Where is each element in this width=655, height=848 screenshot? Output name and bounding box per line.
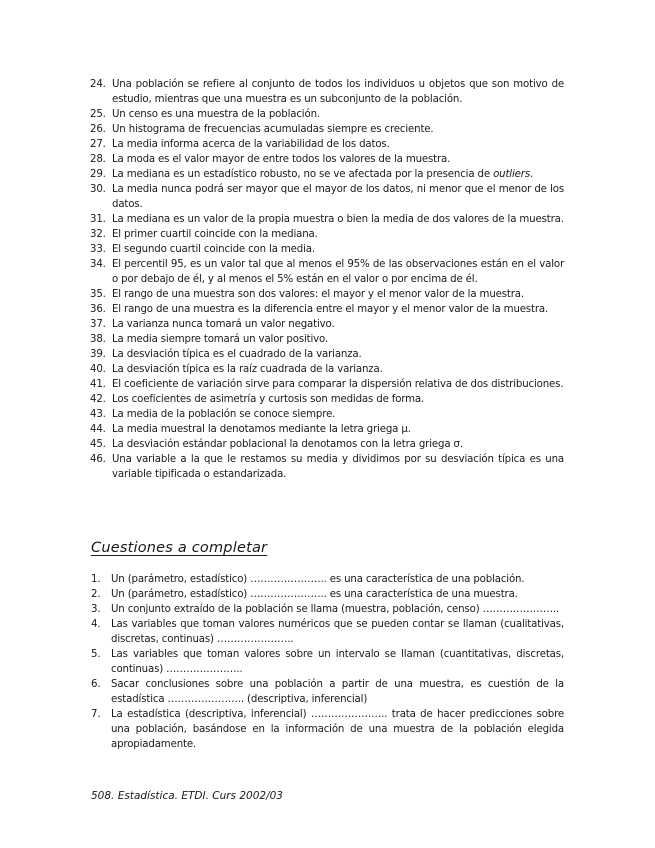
question-number: 32. bbox=[90, 229, 106, 240]
question-text: La moda es el valor mayor de entre todos los valores de la muestra. bbox=[112, 154, 451, 165]
question-number: 25. bbox=[90, 109, 106, 120]
question-number: 2. bbox=[91, 589, 101, 600]
question-number: 34. bbox=[90, 259, 106, 270]
question-text: La mediana es un estadístico robusto, no se ve afectada por la presencia de bbox=[112, 169, 494, 180]
question-item bbox=[90, 257, 564, 287]
question-number: 37. bbox=[90, 319, 106, 330]
question-text: La media muestral la denotamos mediante la letra griega μ. bbox=[112, 424, 411, 435]
question-item bbox=[91, 587, 564, 602]
question-text: Los coeficientes de asimetría y curtosis son medidas de forma. bbox=[112, 394, 425, 405]
question-item bbox=[91, 647, 564, 677]
question-number: 38. bbox=[90, 334, 106, 345]
question-number: 40. bbox=[90, 364, 106, 375]
question-text: La estadística (descriptiva, inferencial) ………………….. trata de hacer predicciones sobre una población, basándose en la información de una muestra de la población elegida apropiadamente. bbox=[111, 709, 564, 750]
question-number: 26. bbox=[90, 124, 106, 135]
question-item bbox=[90, 302, 564, 317]
question-item bbox=[91, 617, 564, 647]
question-item bbox=[90, 137, 564, 152]
question-number: 42. bbox=[90, 394, 106, 405]
question-text: El coeficiente de variación sirve para comparar la dispersión relativa de dos distribuciones. bbox=[112, 379, 564, 390]
question-number: 6. bbox=[91, 679, 101, 690]
question-text: Una población se refiere al conjunto de todos los individuos u objetos que son motivo de estudio, mientras que una muestra es un subconjunto de la población. bbox=[112, 79, 564, 105]
question-number: 39. bbox=[90, 349, 106, 360]
question-number: 28. bbox=[90, 154, 106, 165]
question-text: Las variables que toman valores sobre un intervalo se llaman (cuantitativas, discretas, continuas) ………………….. bbox=[111, 649, 564, 675]
question-item bbox=[90, 167, 564, 182]
question-text: Un histograma de frecuencias acumuladas siempre es creciente. bbox=[112, 124, 434, 135]
question-item bbox=[90, 422, 564, 437]
question-text: El primer cuartil coincide con la mediana. bbox=[112, 229, 318, 240]
question-text: Un (parámetro, estadístico) ………………….. es una característica de una muestra. bbox=[111, 589, 518, 600]
question-text: La media de la población se conoce siempre. bbox=[112, 409, 336, 420]
question-item bbox=[90, 107, 564, 122]
question-text: La media informa acerca de la variabilidad de los datos. bbox=[112, 139, 390, 150]
question-number: 31. bbox=[90, 214, 106, 225]
question-text: El percentil 95, es un valor tal que al menos el 95% de las observaciones están en el valor o por debajo de él, y al menos el 5% están en el valor o por encima de él. bbox=[112, 259, 564, 285]
question-item bbox=[90, 347, 564, 362]
true-false-question-list bbox=[90, 77, 564, 482]
question-text-tail: . bbox=[529, 169, 534, 180]
question-number: 46. bbox=[90, 454, 106, 465]
question-number: 4. bbox=[91, 619, 101, 630]
question-number: 45. bbox=[90, 439, 106, 450]
section-title: Cuestiones a completar bbox=[91, 540, 268, 556]
question-item bbox=[90, 317, 564, 332]
question-text: La media nunca podrá ser mayor que el mayor de los datos, ni menor que el menor de los datos. bbox=[112, 184, 564, 210]
question-item bbox=[90, 377, 564, 392]
question-number: 27. bbox=[90, 139, 106, 150]
question-item bbox=[90, 407, 564, 422]
question-number: 41. bbox=[90, 379, 106, 390]
question-text: El segundo cuartil coincide con la media. bbox=[112, 244, 315, 255]
question-item bbox=[90, 227, 564, 242]
question-item bbox=[91, 602, 564, 617]
question-item bbox=[90, 362, 564, 377]
question-text: La media siempre tomará un valor positivo. bbox=[112, 334, 329, 345]
question-text: Una variable a la que le restamos su media y dividimos por su desviación típica es una variable tipificada o estandarizada. bbox=[112, 454, 564, 480]
question-text: Un censo es una muestra de la población. bbox=[112, 109, 320, 120]
question-text: Sacar conclusiones sobre una población a partir de una muestra, es cuestión de la estadística ………………….. (descriptiva, inferencial) bbox=[111, 679, 564, 705]
completion-question-list bbox=[91, 572, 564, 752]
question-number: 1. bbox=[91, 574, 101, 585]
question-item bbox=[90, 122, 564, 137]
question-text: Un (parámetro, estadístico) ………………….. es una característica de una población. bbox=[111, 574, 525, 585]
question-text: La desviación estándar poblacional la denotamos con la letra griega σ. bbox=[112, 439, 463, 450]
question-text: La desviación típica es la raíz cuadrada de la varianza. bbox=[112, 364, 383, 375]
question-item bbox=[90, 77, 564, 107]
question-number: 30. bbox=[90, 184, 106, 195]
question-number: 35. bbox=[90, 289, 106, 300]
question-item bbox=[90, 392, 564, 407]
question-number: 29. bbox=[90, 169, 106, 180]
question-item bbox=[90, 182, 564, 212]
question-item bbox=[91, 677, 564, 707]
question-number: 5. bbox=[91, 649, 101, 660]
question-item bbox=[90, 332, 564, 347]
question-number: 36. bbox=[90, 304, 106, 315]
question-item bbox=[90, 212, 564, 227]
question-text: El rango de una muestra es la diferencia entre el mayor y el menor valor de la muestra. bbox=[112, 304, 549, 315]
question-item bbox=[91, 707, 564, 752]
question-item bbox=[90, 287, 564, 302]
question-number: 33. bbox=[90, 244, 106, 255]
emphasized-term: outliers bbox=[493, 169, 530, 180]
question-text: La mediana es un valor de la propia muestra o bien la media de dos valores de la muestra. bbox=[112, 214, 564, 225]
question-text: La varianza nunca tomará un valor negativo. bbox=[112, 319, 335, 330]
question-item bbox=[90, 152, 564, 167]
question-item bbox=[90, 242, 564, 257]
question-text: Las variables que toman valores numéricos que se pueden contar se llaman (cualitativas, discretas, continuas) ………………….. bbox=[111, 619, 564, 645]
question-item bbox=[90, 452, 564, 482]
question-number: 24. bbox=[90, 79, 106, 90]
question-item bbox=[90, 437, 564, 452]
question-number: 7. bbox=[91, 709, 101, 720]
question-number: 44. bbox=[90, 424, 106, 435]
question-text: Un conjunto extraído de la población se llama (muestra, población, censo) ………………….. bbox=[111, 604, 560, 615]
question-text: La desviación típica es el cuadrado de la varianza. bbox=[112, 349, 362, 360]
question-item bbox=[91, 572, 564, 587]
question-text: El rango de una muestra son dos valores: el mayor y el menor valor de la muestra. bbox=[112, 289, 524, 300]
question-number: 3. bbox=[91, 604, 101, 615]
page-footer: 508. Estadística. ETDI. Curs 2002/03 bbox=[91, 790, 283, 802]
question-number: 43. bbox=[90, 409, 106, 420]
